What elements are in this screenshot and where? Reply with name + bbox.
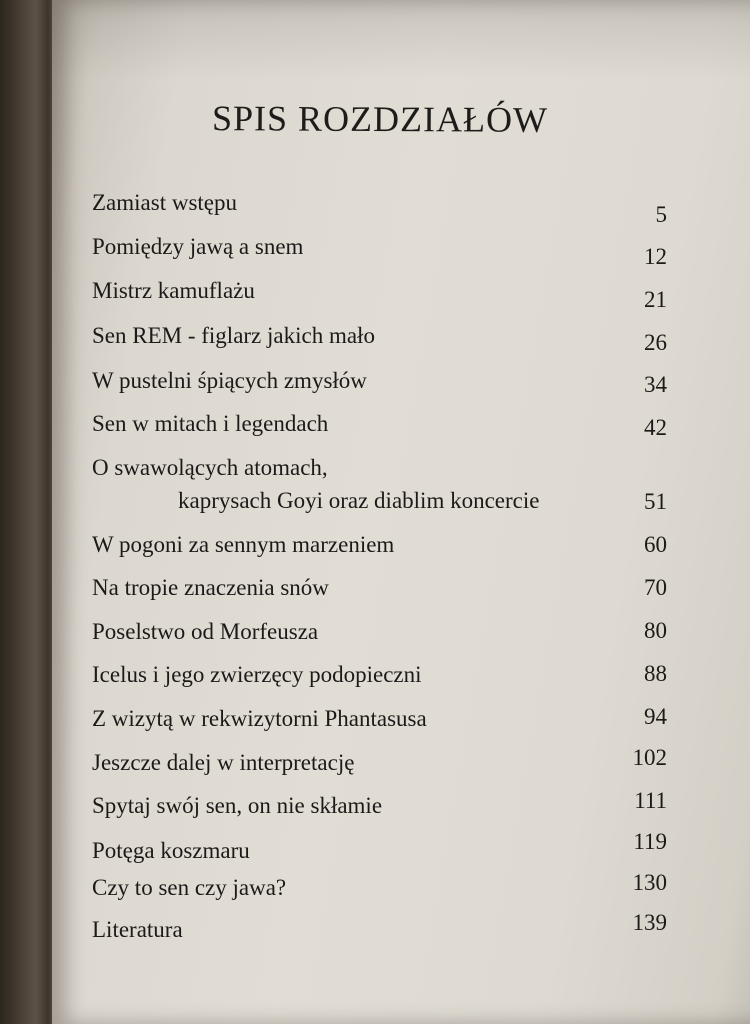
- toc-entry-page: 21: [644, 287, 667, 312]
- toc-entry-page: 12: [644, 244, 667, 269]
- toc-entry-page: 111: [634, 788, 667, 813]
- toc-entry-title: Poselstwo od Morfeusza: [92, 619, 319, 644]
- toc-entry-page: 88: [644, 661, 667, 686]
- toc-entry-page: 51: [644, 489, 667, 514]
- toc-entry-page: 139: [632, 910, 667, 935]
- toc-entry-title: Jeszcze dalej w interpretację: [92, 750, 355, 775]
- toc-entry-title: Mistrz kamuflażu: [92, 278, 255, 303]
- toc-entry-page: 5: [655, 202, 667, 227]
- toc-entry-page: 94: [644, 704, 667, 729]
- toc-entry-page: 130: [632, 870, 667, 895]
- toc-entry-title: Sen w mitach i legendach: [92, 411, 329, 436]
- toc-entry-title: Spytaj swój sen, on nie skłamie: [92, 793, 383, 818]
- toc-entry-page: 42: [644, 415, 667, 440]
- toc-entry-title: W pogoni za sennym marzeniem: [92, 532, 395, 557]
- toc-entry-page: 26: [644, 330, 667, 355]
- toc-entry-title: Na tropie znaczenia snów: [92, 575, 329, 600]
- toc-entry-page: 60: [644, 532, 667, 557]
- toc-entry-page: 102: [632, 745, 667, 770]
- toc-entry-title: Czy to sen czy jawa?: [92, 875, 287, 900]
- toc-entry-title-continuation: kaprysach Goyi oraz diablim koncercie: [178, 488, 540, 513]
- toc-entry-title: Icelus i jego zwierzęcy podopieczni: [92, 662, 422, 687]
- toc-entry-title: Sen REM - figlarz jakich mało: [92, 323, 375, 348]
- toc-entry-title: Pomiędzy jawą a snem: [92, 234, 304, 259]
- page-title: SPIS ROZDZIAŁÓW: [211, 98, 549, 140]
- toc-entry-title: W pustelni śpiących zmysłów: [92, 368, 367, 393]
- toc-entry-title: Literatura: [92, 917, 183, 942]
- toc-entry-page: 80: [644, 618, 667, 643]
- toc-entry-page: 119: [633, 829, 667, 854]
- toc-entry-page: 70: [644, 575, 667, 600]
- toc-entry-title: Zamiast wstępu: [92, 190, 237, 215]
- toc-entry-title: O swawolących atomach,: [92, 455, 328, 480]
- toc-entry-title: Potęga koszmaru: [92, 838, 250, 863]
- toc-entry-title: Z wizytą w rekwizytorni Phantasusa: [92, 706, 427, 731]
- toc-entry-page: 34: [644, 372, 667, 397]
